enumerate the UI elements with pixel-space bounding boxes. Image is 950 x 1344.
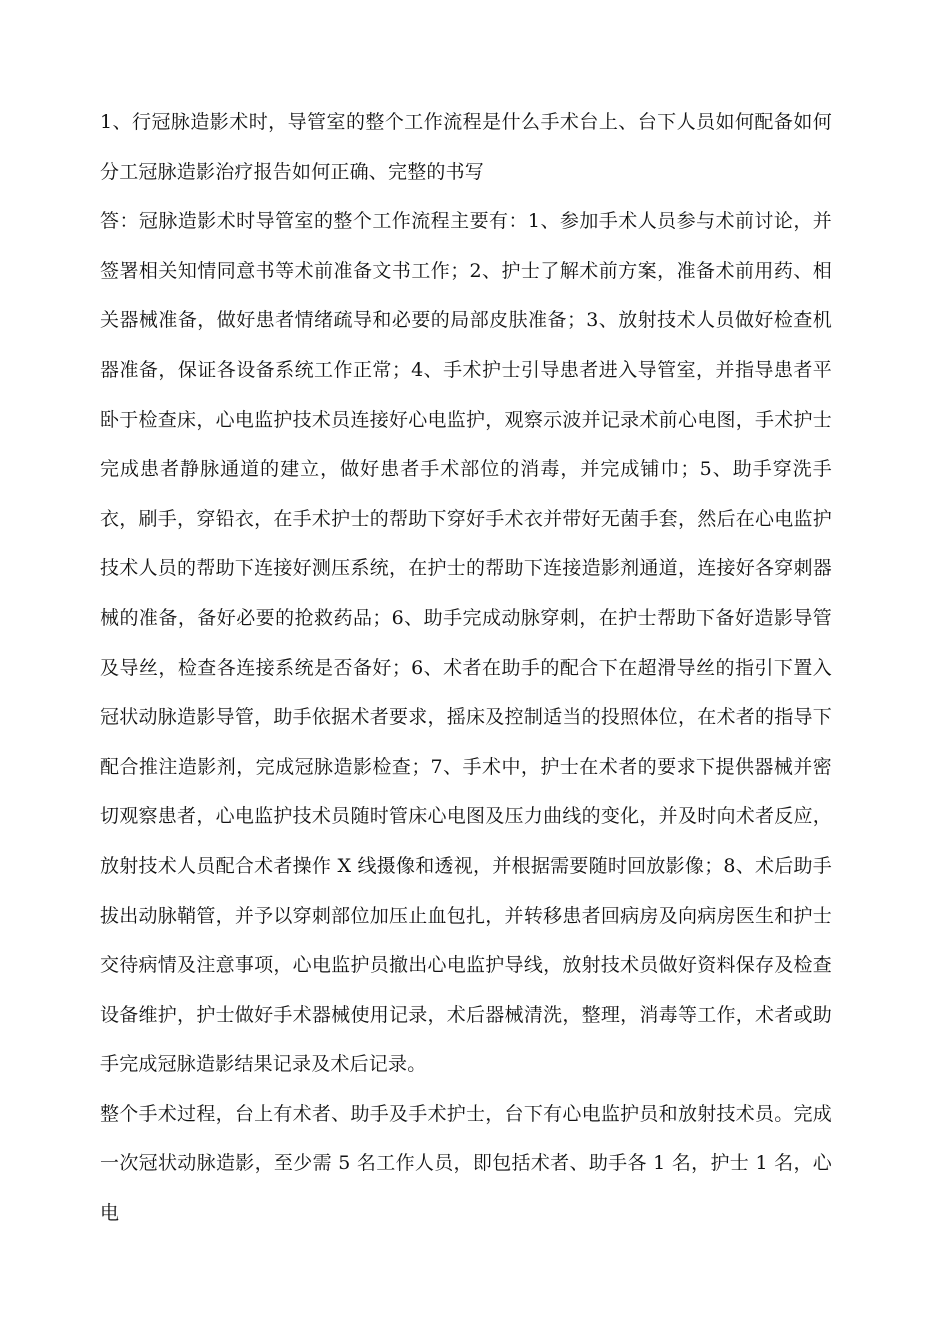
answer-paragraph: 答：冠脉造影术时导管室的整个工作流程主要有：1、参加手术人员参与术前讨论，并签署相关知情同意书等术前准备文书工作；2、护士了解术前方案，准备术前用药、相关器械准备，做好患者情绪疏导和必要的局部皮肤准备；3、放射技术人员做好检查机器准备，保证各设备系统工作正常；4、手术护士引导患者进入导管室，并指导患者平卧于检查床，心电监护技术员连接好心电监护，观察示波并记录术前心电图，手术护士完成患者静脉通道的建立，做好患者手术部位的消毒，并完成铺巾；5、助手穿洗手衣，刷手，穿铅衣，在手术护士的帮助下穿好手术衣并带好无菌手套，然后在心电监护技术人员的帮助下连接好测压系统，在护士的帮助下连接造影剂通道，连接好各穿刺器械的准备，备好必要的抢救药品；6、助手完成动脉穿刺，在护士帮助下备好造影导管及导丝，检查各连接系统是否备好；6、术者在助手的配合下在超滑导丝的指引下置入冠状动脉造影导管，助手依据术者要求，摇床及控制适当的投照体位，在术者的指导下配合推注造影剂，完成冠脉造影检查；7、手术中，护士在术者的要求下提供器械并密切观察患者，心电监护技术员随时管床心电图及压力曲线的变化，并及时向术者反应，放射技术人员配合术者操作 X 线摄像和透视，并根据需要随时回放影像；8、术后助手拔出动脉鞘管，并予以穿刺部位加压止血包扎，并转移患者回病房及向病房医生和护士交待病情及注意事项，心电监护员撤出心电监护导线，放射技术员做好资料保存及检查设备维护，护士做好手术器械使用记录，术后器械清洗，整理，消毒等工作，术者或助手完成冠脉造影结果记录及术后记录。 — [100, 210, 832, 1076]
question-paragraph: 1、行冠脉造影术时，导管室的整个工作流程是什么手术台上、台下人员如何配备如何分工冠脉造影治疗报告如何正确、完整的书写 — [100, 111, 832, 183]
staffing-paragraph: 整个手术过程，台上有术者、助手及手术护士，台下有心电监护员和放射技术员。完成一次冠状动脉造影，至少需 5 名工作人员，即包括术者、助手各 1 名，护士 1 名，心电 — [100, 1102, 832, 1225]
document-body — [100, 98, 832, 1239]
